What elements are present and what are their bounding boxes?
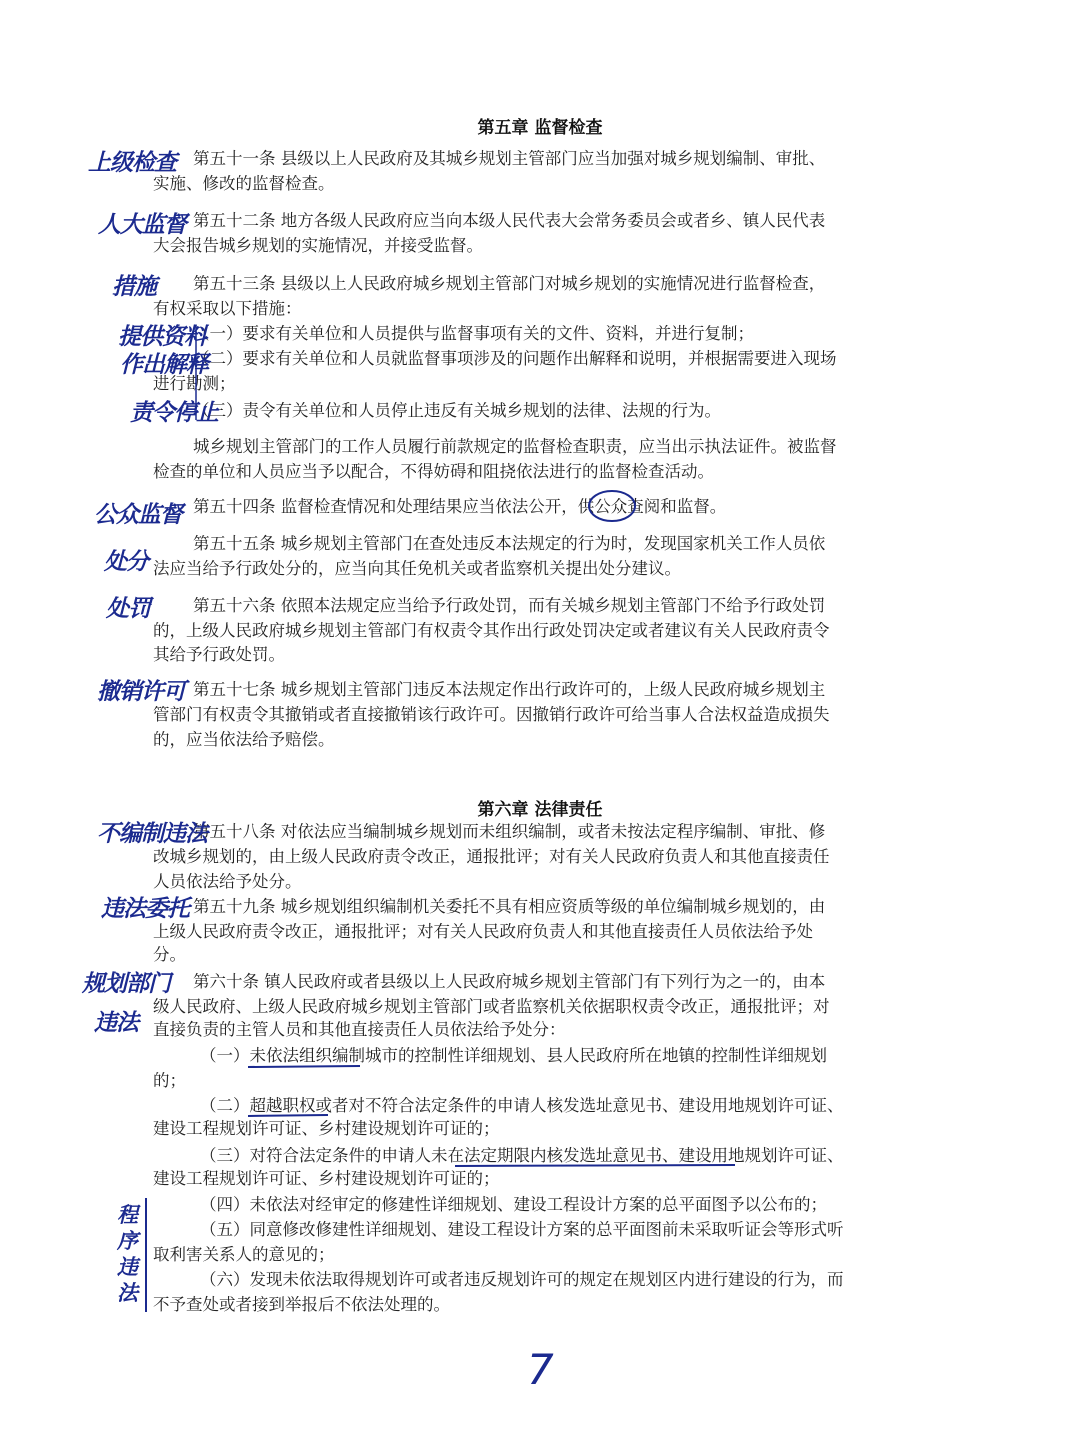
text-line: 建设工程规划许可证、乡村建设规划许可证的； (153, 1169, 500, 1188)
text-line: 实施、修改的监督检查。 (153, 174, 335, 193)
handwritten-note: 处分 (104, 549, 148, 575)
text-line: （五）同意修改修建性详细规划、建设工程设计方案的总平面图前未采取听证会等形式听 (200, 1220, 844, 1239)
handwritten-note: 处罚 (106, 596, 150, 622)
text-line: 第五十二条 地方各级人民政府应当向本级人民代表大会常务委员会或者乡、镇人民代表 (193, 211, 826, 230)
text-line: 第五十七条 城乡规划主管部门违反本法规定作出行政许可的，上级人民政府城乡规划主 (193, 680, 826, 699)
text-line: 上级人民政府责令改正，通报批评；对有关人民政府负责人和其他直接责任人员依法给予处 (153, 922, 813, 941)
underline-mark (248, 1066, 360, 1067)
text-line: （一）未依法组织编制城市的控制性详细规划、县人民政府所在地镇的控制性详细规划 (200, 1046, 827, 1065)
text-line: 建设工程规划许可证、乡村建设规划许可证的； (153, 1119, 500, 1138)
handwritten-note: 不编制违法 (97, 821, 207, 847)
text-line: 城乡规划主管部门的工作人员履行前款规定的监督检查职责，应当出示执法证件。被监督 (193, 437, 837, 456)
handwritten-note: 作出解释 (120, 352, 208, 378)
chapter-heading: 第六章 法律责任 (477, 800, 603, 820)
text-line: 第五十一条 县级以上人民政府及其城乡规划主管部门应当加强对城乡规划编制、审批、 (193, 149, 826, 168)
text-line: 法应当给予行政处分的，应当向其任免机关或者监察机关提出处分建议。 (153, 559, 681, 578)
text-line: 级人民政府、上级人民政府城乡规划主管部门或者监察机关依据职权责令改正，通报批评；对 (153, 997, 830, 1016)
text-line: 第六十条 镇人民政府或者县级以上人民政府城乡规划主管部门有下列行为之一的，由本 (193, 972, 826, 991)
handwritten-note: 公众监督 (94, 502, 182, 528)
handwritten-note: 撤销许可 (97, 679, 185, 705)
text-line: 的，上级人民政府城乡规划主管部门有权责令其作出行政处罚决定或者建议有关人民政府责令 (153, 621, 830, 640)
text-line: （一）要求有关单位和人员提供与监督事项有关的文件、资料，并进行复制； (193, 324, 754, 343)
handwritten-note: 违法 (94, 1010, 138, 1036)
text-line: 检查的单位和人员应当予以配合，不得妨碍和阻挠依法进行的监督检查活动。 (153, 462, 714, 481)
text-line: 第五十四条 监督检查情况和处理结果应当依法公开，供公众查阅和监督。 (193, 497, 727, 516)
handwritten-note: 责令停止 (130, 400, 218, 426)
page-number: 7 (527, 1345, 554, 1394)
text-line: 第五十八条 对依法应当编制城乡规划而未组织编制，或者未按法定程序编制、审批、修 (193, 822, 826, 841)
text-line: （六）发现未依法取得规划许可或者违反规划许可的规定在规划区内进行建设的行为，而 (200, 1270, 844, 1289)
handwritten-note: 程序违法 (117, 1203, 138, 1305)
handwritten-note: 规划部门 (82, 971, 170, 997)
handwritten-note: 违法委托 (101, 896, 189, 922)
text-line: 进行勘测； (153, 374, 236, 393)
text-line: （二）要求有关单位和人员就监督事项涉及的问题作出解释和说明，并根据需要进入现场 (193, 349, 837, 368)
text-line: 取利害关系人的意见的； (153, 1245, 335, 1264)
text-line: 人员依法给予处分。 (153, 872, 302, 891)
text-line: 的，应当依法给予赔偿。 (153, 730, 335, 749)
chapter-heading: 第五章 监督检查 (477, 118, 603, 138)
text-line: 第五十九条 城乡规划组织编制机关委托不具有相应资质等级的单位编制城乡规划的，由 (193, 897, 826, 916)
text-line: （三）对符合法定条件的申请人未在法定期限内核发选址意见书、建设用地规划许可证、 (200, 1146, 844, 1165)
text-line: 的； (153, 1071, 186, 1090)
text-line: 改城乡规划的，由上级人民政府责令改正，通报批评；对有关人民政府负责人和其他直接责任 (153, 847, 830, 866)
handwritten-note: 人大监督 (98, 212, 186, 238)
text-line: 其给予行政处罚。 (153, 645, 285, 664)
text-line: 有权采取以下措施： (153, 299, 302, 318)
text-line: （四）未依法对经审定的修建性详细规划、建设工程设计方案的总平面图予以公布的； (200, 1195, 827, 1214)
text-line: 不予查处或者接到举报后不依法处理的。 (153, 1295, 450, 1314)
text-line: （三）责令有关单位和人员停止违反有关城乡规划的法律、法规的行为。 (193, 401, 721, 420)
text-line: 直接负责的主管人员和其他直接责任人员依法给予处分： (153, 1020, 566, 1039)
text-line: 分。 (153, 945, 186, 964)
handwritten-note: 上级检查 (88, 150, 176, 176)
text-line: 管部门有权责令其撤销或者直接撤销该行政许可。因撤销行政许可给当事人合法权益造成损失 (153, 705, 830, 724)
handwritten-note: 提供资料 (118, 324, 206, 350)
text-line: 第五十五条 城乡规划主管部门在查处违反本法规定的行为时，发现国家机关工作人员依 (193, 534, 826, 553)
text-line: 大会报告城乡规划的实施情况，并接受监督。 (153, 236, 483, 255)
text-line: 第五十六条 依照本法规定应当给予行政处罚，而有关城乡规划主管部门不给予行政处罚 (193, 596, 826, 615)
text-line: 第五十三条 县级以上人民政府城乡规划主管部门对城乡规划的实施情况进行监督检查， (193, 274, 826, 293)
text-line: （二）超越职权或者对不符合法定条件的申请人核发选址意见书、建设用地规划许可证、 (200, 1096, 844, 1115)
handwritten-note: 措施 (112, 274, 156, 300)
